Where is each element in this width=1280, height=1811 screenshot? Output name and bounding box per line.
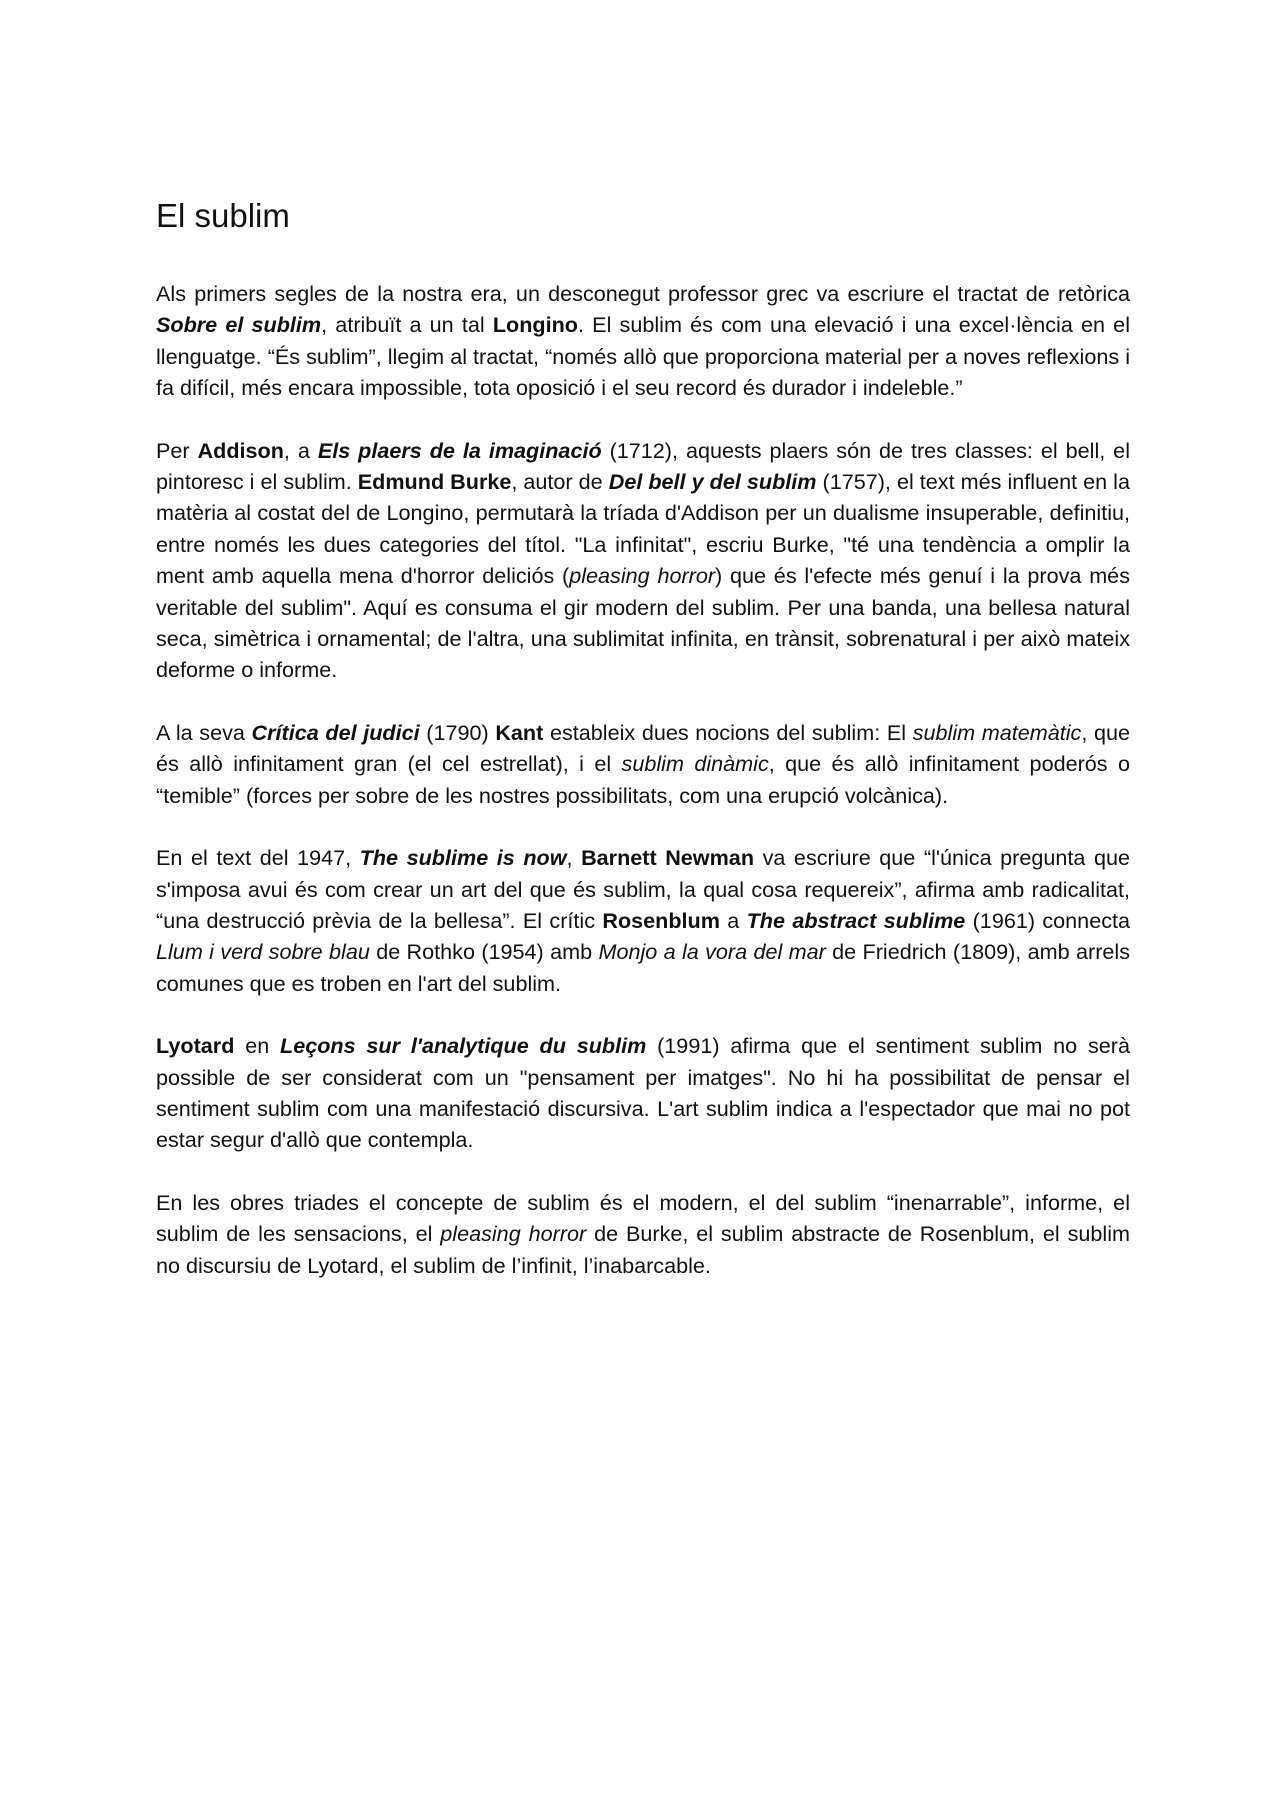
text-run: de Friedrich (1809), amb arrels comunes que es troben en l'art del sublim.	[156, 939, 1130, 996]
text-run: va escriure que “l'única pregunta que s'imposa avui és com crear un art del que és sublim, la qual cosa requereix”, afirma amb radicalitat, “una destrucció prèvia de la bellesa”. El crític	[156, 845, 1130, 933]
bold-text: Lyotard	[156, 1033, 235, 1059]
body-paragraph	[156, 278, 1130, 404]
text-run: A la seva	[156, 719, 252, 745]
text-run: En les obres triades el concepte de sublim és el modern, el del sublim “inenarrable”, informe, el sublim de les sensacions, el	[156, 1189, 1130, 1247]
body-paragraph	[156, 842, 1130, 999]
bold-text: Kant	[495, 719, 544, 745]
bold-text: Edmund Burke	[357, 469, 512, 495]
bold-text: Addison	[197, 437, 284, 463]
text-run: (1757), el text més influent en la matèria al costat del de Longino, permutarà la tríada d'Addison per un dualisme insuperable, definitiu, entre només les dues categories del títol. "La infinitat", escriu Burke, "té una tendència a omplir la ment amb aquella mena d'horror deliciós (	[156, 469, 1130, 589]
bold-text: Rosenblum	[602, 907, 720, 933]
text-run: a	[719, 907, 747, 933]
work-title-text: Del bell y del sublim	[608, 469, 817, 495]
text-run: , que és allò infinitament gran (el cel estrellat), i el	[156, 719, 1131, 777]
bold-text: Longino	[492, 312, 578, 338]
italic-text: Llum i verd sobre blau	[156, 939, 370, 965]
text-run: en	[234, 1033, 281, 1059]
bold-text: Barnett Newman	[581, 845, 755, 871]
text-run: ) que és l'efecte més genuí i la prova més veritable del sublim". Aquí es consuma el gir modern del sublim. Per una banda, una bellesa natural seca, simètrica i ornamental; de l'altra, una sublimitat infinita, en trànsit, sobrenatural i per això mateix deforme o informe.	[156, 563, 1130, 683]
text-run: de Burke, el sublim abstracte de Rosenblum, el sublim no discursiu de Lyotard, el sublim de l’infinit, l’inabarcable.	[156, 1221, 1130, 1278]
text-run: Als primers segles de la nostra era, un desconegut professor grec va escriure el tractat de retòrica	[156, 281, 1130, 306]
text-run: , autor de	[511, 469, 609, 495]
text-run: (1712), aquests plaers són de tres classes: el bell, el pintoresc i el sublim.	[156, 437, 1130, 495]
work-title-text: Leçons sur l'analytique du sublim	[280, 1033, 647, 1059]
document-body	[156, 278, 1130, 1281]
italic-text: pleasing horror	[569, 563, 716, 589]
text-run: En el text del 1947,	[156, 845, 360, 871]
document-title: El sublim	[156, 197, 290, 234]
body-paragraph	[156, 1030, 1130, 1156]
work-title-text: Els plaers de la imaginació	[317, 437, 602, 463]
text-run: , a	[283, 437, 318, 463]
body-paragraph	[156, 717, 1130, 811]
italic-text: Monjo a la vora del mar	[598, 939, 826, 965]
document-page	[156, 190, 1130, 1312]
italic-text: sublim dinàmic	[621, 751, 769, 777]
text-run: . El sublim és com una elevació i una excel·lència en el llenguatge. “És sublim”, llegim al tractat, “només allò que proporciona material per a noves reflexions i fa difícil, més encara impossible, tota oposició i el seu record és durador i indeleble.”	[156, 312, 1130, 401]
text-run: (1991) afirma que el sentiment sublim no serà possible de ser considerat com un "pensament per imatges". No hi ha possibilitat de pensar el sentiment sublim com una manifestació discursiva. L'art sublim indica a l'espectador que mai no pot estar segur d'allò que contempla.	[156, 1033, 1130, 1153]
text-run: de Rothko (1954) amb	[369, 939, 599, 965]
work-title-text: Sobre el sublim	[156, 312, 322, 338]
italic-text: pleasing horror	[440, 1221, 587, 1247]
body-paragraph	[156, 1187, 1130, 1281]
work-title-text: The sublime is now	[359, 845, 567, 871]
work-title-text: The abstract sublime	[746, 907, 966, 933]
body-paragraph	[156, 435, 1130, 686]
text-run: ,	[566, 845, 582, 871]
text-run: , que és allò infinitament poderós o “temible” (forces per sobre de les nostres possibilitats, com una erupció volcànica).	[156, 751, 1130, 808]
text-run: estableix dues nocions del sublim: El	[543, 719, 913, 745]
italic-text: sublim matemàtic	[912, 719, 1082, 745]
text-run: (1961) connecta	[965, 907, 1131, 933]
text-run: (1790)	[419, 719, 496, 745]
work-title-text: Crítica del judici	[251, 719, 420, 745]
text-run: , atribuït a un tal	[321, 312, 493, 338]
text-run: Per	[156, 437, 198, 463]
